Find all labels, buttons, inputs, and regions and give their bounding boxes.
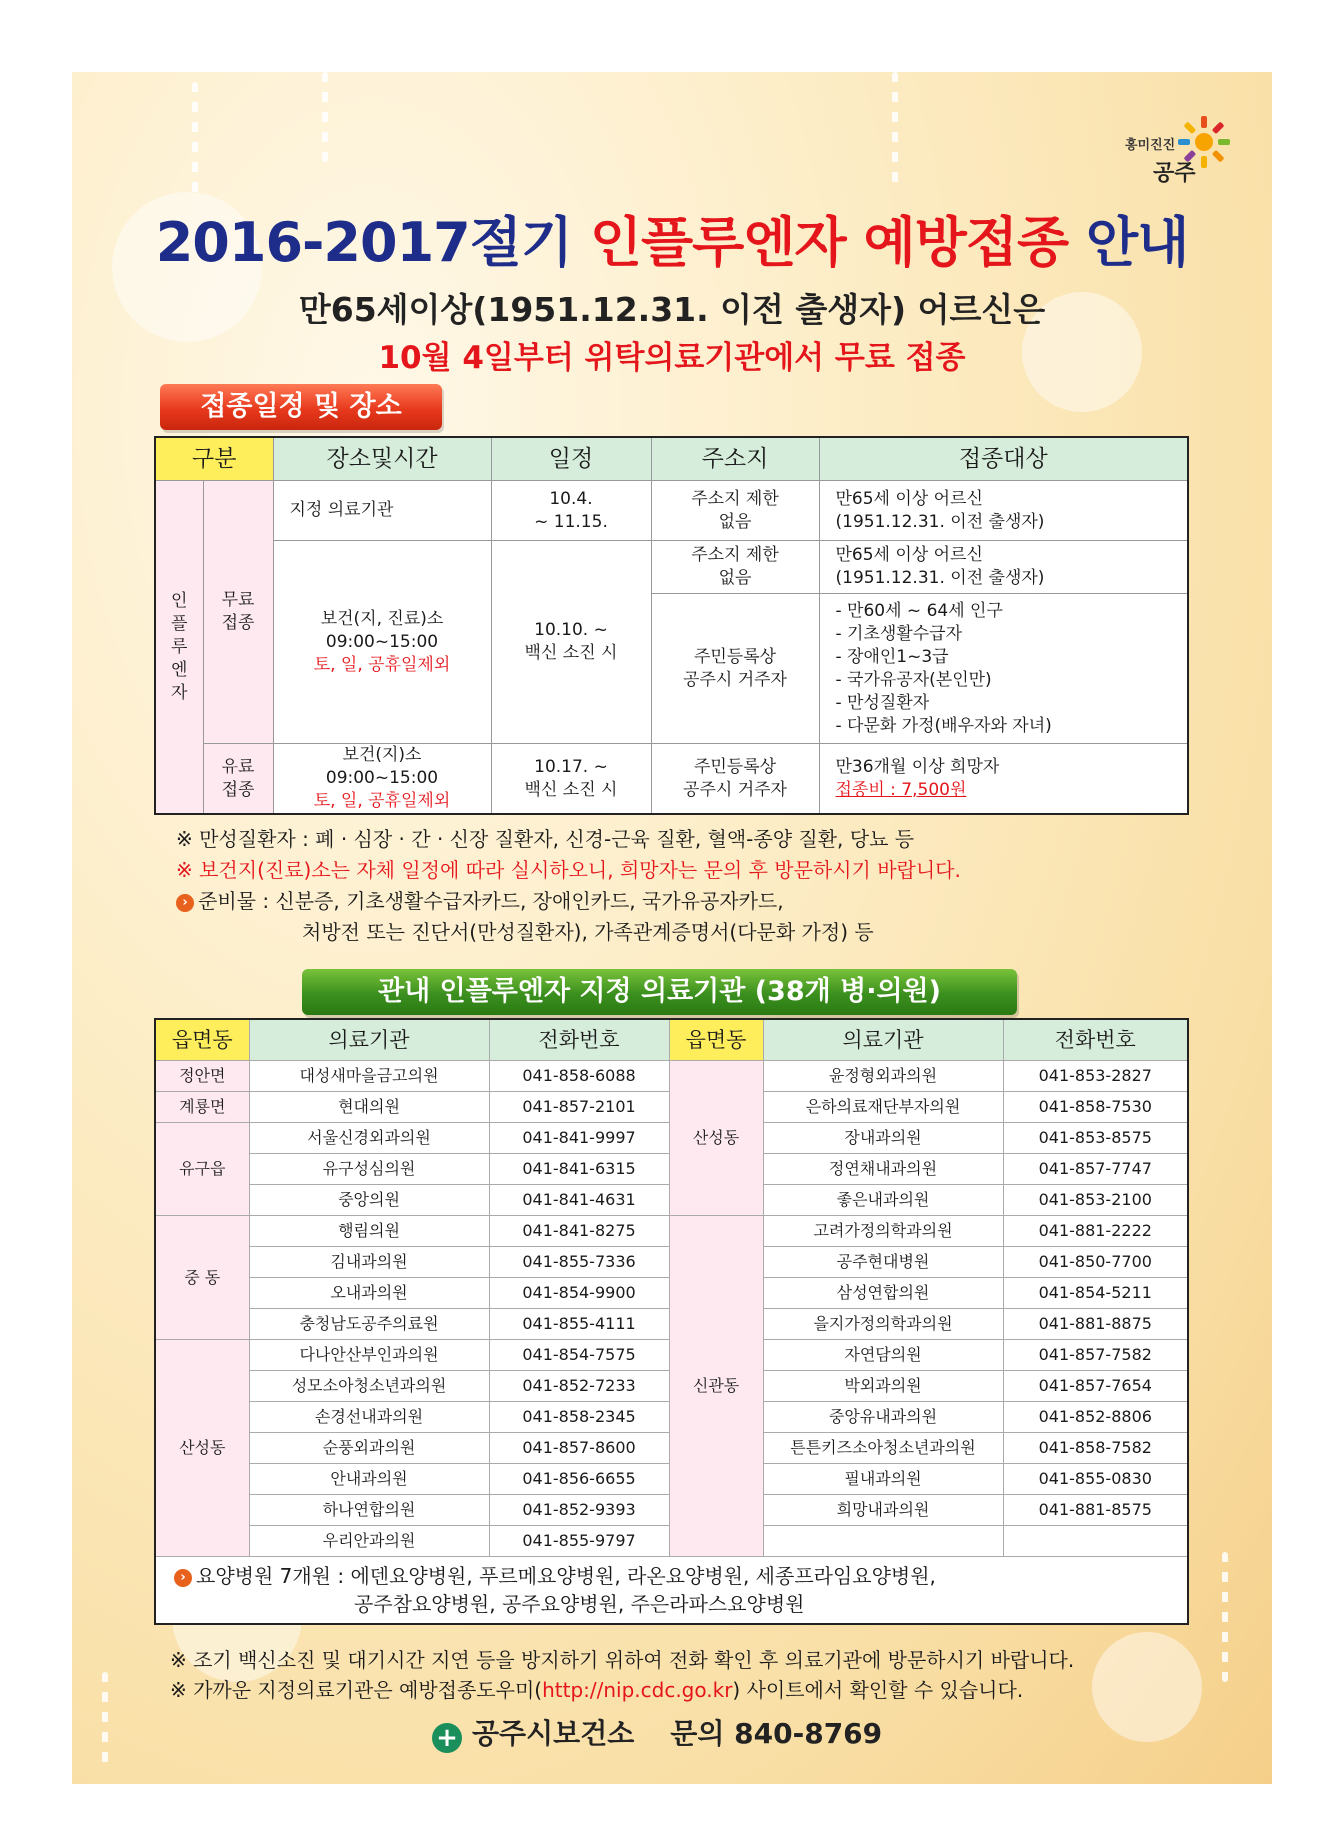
area-cell-left: 산성동	[155, 1340, 249, 1557]
clinic-phone: 041-853-2827	[1003, 1061, 1188, 1092]
contact-phone: 문의 840-8769	[670, 1717, 883, 1750]
contact-org: 공주시보건소	[472, 1717, 635, 1750]
nip-website-link[interactable]: http://nip.cdc.go.kr	[542, 1678, 733, 1702]
row4-target-text: 만36개월 이상 희망자	[835, 756, 1000, 777]
clinic-phone: 041-857-7747	[1003, 1154, 1188, 1185]
row4-place-note: 토, 일, 공휴일제외	[313, 791, 451, 811]
row4-address: 주민등록상 공주시 거주자	[651, 744, 819, 815]
clinic-name: 우리안과의원	[249, 1526, 489, 1557]
clinic-phone: 041-852-9393	[489, 1495, 669, 1526]
row1-period: 10.4. ~ 11.15.	[491, 481, 651, 541]
clinic-phone: 041-853-2100	[1003, 1185, 1188, 1216]
clinic-name: 유구성심의원	[249, 1154, 489, 1185]
area-cell-left: 정안면	[155, 1061, 249, 1092]
clinic-name: 김내과의원	[249, 1247, 489, 1278]
group-influenza	[155, 481, 203, 815]
table-row	[155, 1061, 1188, 1092]
clinic-phone: 041-881-2222	[1003, 1216, 1188, 1247]
row4-place-text: 보건(지)소 09:00~15:00	[325, 745, 439, 788]
sprig-decoration	[322, 72, 328, 162]
clinic-name: 행림의원	[249, 1216, 489, 1247]
clinic-name: 박외과의원	[763, 1371, 1003, 1402]
clinic-name: 필내과의원	[763, 1464, 1003, 1495]
note-health-center: ※ 보건지(진료)소는 자체 일정에 따라 실시하오니, 희망자는 문의 후 방문하시기 바랍니다.	[176, 858, 961, 882]
row2-period: 10.10. ~ 백신 소진 시	[491, 541, 651, 744]
clinic-phone: 041-881-8875	[1003, 1309, 1188, 1340]
clinic-name: 서울신경외과의원	[249, 1123, 489, 1154]
header-phone-left: 전화번호	[489, 1019, 669, 1061]
clinic-phone: 041-858-7582	[1003, 1433, 1188, 1464]
clinic-name: 윤정형외과의원	[763, 1061, 1003, 1092]
note-chronic: ※ 만성질환자 : 폐 · 심장 · 간 · 신장 질환자, 신경-근육 질환, 혈액-종양 질환, 당뇨 등	[176, 827, 915, 851]
title-part-highlight: 인플루엔자 예방접종	[589, 211, 1069, 274]
note-preparation	[176, 886, 1176, 916]
clinic-name: 안내과의원	[249, 1464, 489, 1495]
bottom-note-call-first: ※ 조기 백신소진 및 대기시간 지연 등을 방지하기 위하여 전화 확인 후 의료기관에 방문하시기 바랍니다.	[170, 1648, 1075, 1672]
clinic-name: 정연채내과의원	[763, 1154, 1003, 1185]
row3-target: - 만60세 ~ 64세 인구 - 기초생활수급자 - 장애인1~3급 - 국가유공자(본인만) - 만성질환자 - 다문화 가정(배우자와 자녀)	[819, 594, 1188, 744]
arrow-right-icon: ›	[176, 894, 194, 912]
nursing-hospitals	[155, 1557, 1188, 1625]
clinic-name: 공주현대병원	[763, 1247, 1003, 1278]
clinic-name: 튼튼키즈소아청소년과의원	[763, 1433, 1003, 1464]
header-category: 구분	[155, 437, 273, 481]
header-period: 일정	[491, 437, 651, 481]
row1-address: 주소지 제한 없음	[651, 481, 819, 541]
clinic-name: 순풍외과의원	[249, 1433, 489, 1464]
logo-city: 공주	[1153, 161, 1196, 186]
row1-target: 만65세 이상 어르신 (1951.12.31. 이전 출생자)	[819, 481, 1188, 541]
title-part-year: 2016-2017절기	[155, 211, 590, 274]
bottom-note-website	[170, 1675, 1250, 1705]
clinic-name: 장내과의원	[763, 1123, 1003, 1154]
clinic-phone: 041-854-9900	[489, 1278, 669, 1309]
nursing-line2: 공주참요양병원, 공주요양병원, 주은라파스요양병원	[354, 1592, 805, 1616]
clinic-phone: 041-841-8275	[489, 1216, 669, 1247]
row2-place	[273, 541, 491, 744]
clinic-name: 손경선내과의원	[249, 1402, 489, 1433]
clinic-phone: 041-852-7233	[489, 1371, 669, 1402]
clinic-name: 좋은내과의원	[763, 1185, 1003, 1216]
clinic-phone: 041-858-7530	[1003, 1092, 1188, 1123]
clinic-name: 희망내과의원	[763, 1495, 1003, 1526]
header-place-time: 장소및시간	[273, 437, 491, 481]
area-cell-right: 산성동	[669, 1061, 763, 1216]
schedule-table	[154, 436, 1189, 815]
clinic-phone: 041-841-6315	[489, 1154, 669, 1185]
clinic-name: 삼성연합의원	[763, 1278, 1003, 1309]
row2-place-note: 토, 일, 공휴일제외	[313, 654, 451, 675]
clinic-phone: 041-852-8806	[1003, 1402, 1188, 1433]
clinic-phone: 041-854-7575	[489, 1340, 669, 1371]
clinic-name: 중앙유내과의원	[763, 1402, 1003, 1433]
clinic-phone: 041-841-9997	[489, 1123, 669, 1154]
header-phone-right: 전화번호	[1003, 1019, 1188, 1061]
clinic-phone: 041-857-8600	[489, 1433, 669, 1464]
group-influenza-label: 인 플 루 엔 자	[171, 590, 188, 703]
clinic-name: 고려가정의학과의원	[763, 1216, 1003, 1247]
clinic-name: 다나안산부인과의원	[249, 1340, 489, 1371]
header-area-right: 읍면동	[669, 1019, 763, 1061]
row4-place	[273, 744, 491, 815]
area-cell-left: 중 동	[155, 1216, 249, 1340]
header-target: 접종대상	[819, 437, 1188, 481]
sprig-decoration	[192, 82, 198, 202]
clinic-name: 현대의원	[249, 1092, 489, 1123]
clinic-phone: 041-853-8575	[1003, 1123, 1188, 1154]
clinic-phone: 041-854-5211	[1003, 1278, 1188, 1309]
clinic-name: 중앙의원	[249, 1185, 489, 1216]
clinic-name: 대성새마을금고의원	[249, 1061, 489, 1092]
empty-cell-right	[1003, 1526, 1188, 1557]
clinic-phone: 041-855-9797	[489, 1526, 669, 1557]
clinic-name: 충청남도공주의료원	[249, 1309, 489, 1340]
website-note-pre: ※ 가까운 지정의료기관은 예방접종도우미(	[170, 1678, 543, 1702]
area-cell-left: 유구읍	[155, 1123, 249, 1216]
header-clinic-left: 의료기관	[249, 1019, 489, 1061]
clinic-name: 자연담의원	[763, 1340, 1003, 1371]
clinic-phone: 041-841-4631	[489, 1185, 669, 1216]
clinic-table	[154, 1018, 1189, 1625]
subtitle-eligibility: 만65세이상(1951.12.31. 이전 출생자) 어르신은	[298, 290, 1046, 329]
paid-vaccination-label	[203, 744, 273, 815]
sprig-decoration	[892, 72, 898, 192]
section-clinics-title: 관내 인플루엔자 지정 의료기관 (38개 병·의원)	[302, 969, 1017, 1015]
health-center-cross-icon: +	[432, 1723, 462, 1753]
row3-address: 주민등록상 공주시 거주자	[651, 594, 819, 744]
clinic-name: 성모소아청소년과의원	[249, 1371, 489, 1402]
row4-target	[819, 744, 1188, 815]
table-row	[155, 1216, 1188, 1247]
header-clinic-right: 의료기관	[763, 1019, 1003, 1061]
clinic-phone: 041-857-7654	[1003, 1371, 1188, 1402]
row1-place: 지정 의료기관	[273, 481, 491, 541]
header-area-left: 읍면동	[155, 1019, 249, 1061]
section-schedule-title: 접종일정 및 장소	[160, 384, 442, 430]
arrow-right-icon: ›	[174, 1569, 192, 1587]
clinic-name: 은하의료재단부자의원	[763, 1092, 1003, 1123]
row4-fee: 접종비 : 7,500원	[835, 779, 967, 800]
clinic-phone: 041-856-6655	[489, 1464, 669, 1495]
subtitle-free-vaccination: 10월 4일부터 위탁의료기관에서 무료 접종	[378, 340, 966, 376]
clinic-phone: 041-881-8575	[1003, 1495, 1188, 1526]
website-note-post: ) 사이트에서 확인할 수 있습니다.	[732, 1678, 1024, 1702]
empty-cell-right	[763, 1526, 1003, 1557]
row2-target: 만65세 이상 어르신 (1951.12.31. 이전 출생자)	[819, 541, 1188, 594]
area-cell-left: 계룡면	[155, 1092, 249, 1123]
clinic-phone: 041-858-2345	[489, 1402, 669, 1433]
logo-slogan: 홍미진진	[1125, 138, 1176, 153]
clinic-name: 하나연합의원	[249, 1495, 489, 1526]
row4-period: 10.17. ~ 백신 소진 시	[491, 744, 651, 815]
poster	[72, 72, 1272, 1784]
note-preparation-line2: 처방전 또는 진단서(만성질환자), 가족관계증명서(다문화 가정) 등	[302, 920, 874, 944]
clinic-phone: 041-855-0830	[1003, 1464, 1188, 1495]
row2-address: 주소지 제한 없음	[651, 541, 819, 594]
clinic-phone: 041-855-7336	[489, 1247, 669, 1278]
clinic-phone: 041-857-7582	[1003, 1340, 1188, 1371]
clinic-name: 을지가정의학과의원	[763, 1309, 1003, 1340]
nursing-line1: 요양병원 7개원 : 에덴요양병원, 푸르메요양병원, 라온요양병원, 세종프라임요양병원,	[196, 1564, 936, 1588]
free-label-text: 무료 접종	[221, 590, 255, 633]
title-part-end: 안내	[1068, 211, 1189, 274]
prep-label: 준비물 : 신분증, 기초생활수급자카드, 장애인카드, 국가유공자카드,	[198, 889, 784, 913]
row2-place-text: 보건(지, 진료)소 09:00~15:00	[320, 608, 444, 652]
clinic-name: 오내과의원	[249, 1278, 489, 1309]
page-title	[72, 200, 1272, 277]
header-address: 주소지	[651, 437, 819, 481]
free-vaccination-label	[203, 481, 273, 744]
clinic-phone: 041-857-2101	[489, 1092, 669, 1123]
area-cell-right: 신관동	[669, 1216, 763, 1557]
paid-label-text: 유료 접종	[221, 756, 255, 800]
clinic-phone: 041-850-7700	[1003, 1247, 1188, 1278]
contact-info	[432, 1712, 882, 1753]
clinic-phone: 041-855-4111	[489, 1309, 669, 1340]
clinic-phone: 041-858-6088	[489, 1061, 669, 1092]
sprig-decoration	[102, 1672, 108, 1772]
